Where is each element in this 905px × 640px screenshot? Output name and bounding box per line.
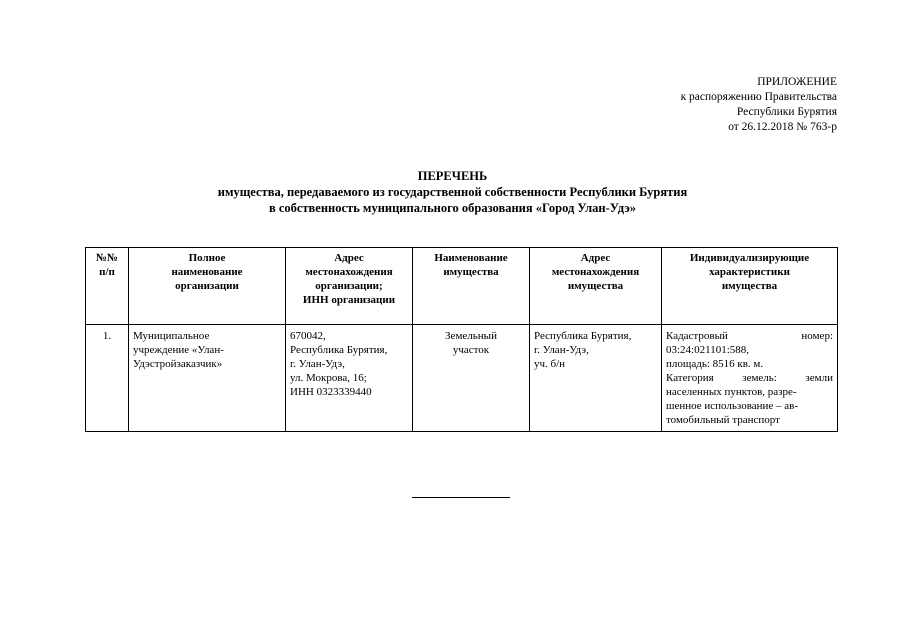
cell-property-address: Республика Бурятия, г. Улан-Удэ, уч. б/н	[530, 325, 662, 432]
title-subtitle-line2: в собственность муниципального образования «Город Улан-Удэ»	[268, 201, 637, 215]
cell-property-name: Земельный участок	[413, 325, 530, 432]
closing-divider	[412, 497, 510, 498]
cadastral-line: Кадастровый номер:	[666, 330, 833, 342]
category-line: Категория земель: земли	[666, 372, 833, 384]
appendix-date-number: от 26.12.2018 № 763-р	[728, 121, 837, 133]
appendix-order-line: к распоряжению Правительства	[680, 91, 837, 103]
cell-characteristics	[662, 325, 838, 432]
table-header-row	[86, 248, 838, 325]
category-line-2: населенных пунктов, разре-	[666, 386, 797, 398]
title-subtitle-line1: имущества, передаваемого из государственной собственности Республики Бурятия	[217, 185, 688, 199]
title-heading: ПЕРЕЧЕНЬ	[417, 169, 488, 183]
header-property-name: Наименование имущества	[413, 248, 530, 325]
document-title	[0, 168, 905, 216]
header-number: №№ п/п	[86, 248, 129, 325]
header-org-address: Адрес местонахождения организации; ИНН организации	[286, 248, 413, 325]
appendix-government-line: Республики Бурятия	[736, 106, 837, 118]
property-table	[85, 247, 838, 432]
appendix-block	[681, 75, 837, 135]
area-line: площадь: 8516 кв. м.	[666, 358, 764, 370]
category-line-4: томобильный транспорт	[666, 414, 780, 426]
table-row	[86, 325, 838, 432]
appendix-title: ПРИЛОЖЕНИЕ	[757, 76, 837, 88]
header-property-address: Адрес местонахождения имущества	[530, 248, 662, 325]
category-line-3: шенное использование – ав-	[666, 400, 799, 412]
header-characteristics: Индивидуализирующие характеристики имущества	[662, 248, 838, 325]
cell-org-name: Муниципальное учреждение «Улан- Удэстройзаказчик»	[129, 325, 286, 432]
cell-org-address: 670042, Республика Бурятия, г. Улан-Удэ, ул. Мокрова, 16; ИНН 0323339440	[286, 325, 413, 432]
cadastral-number: 03:24:021101:588,	[666, 344, 750, 356]
cell-number: 1.	[86, 325, 129, 432]
header-org-name: Полное наименование организации	[129, 248, 286, 325]
